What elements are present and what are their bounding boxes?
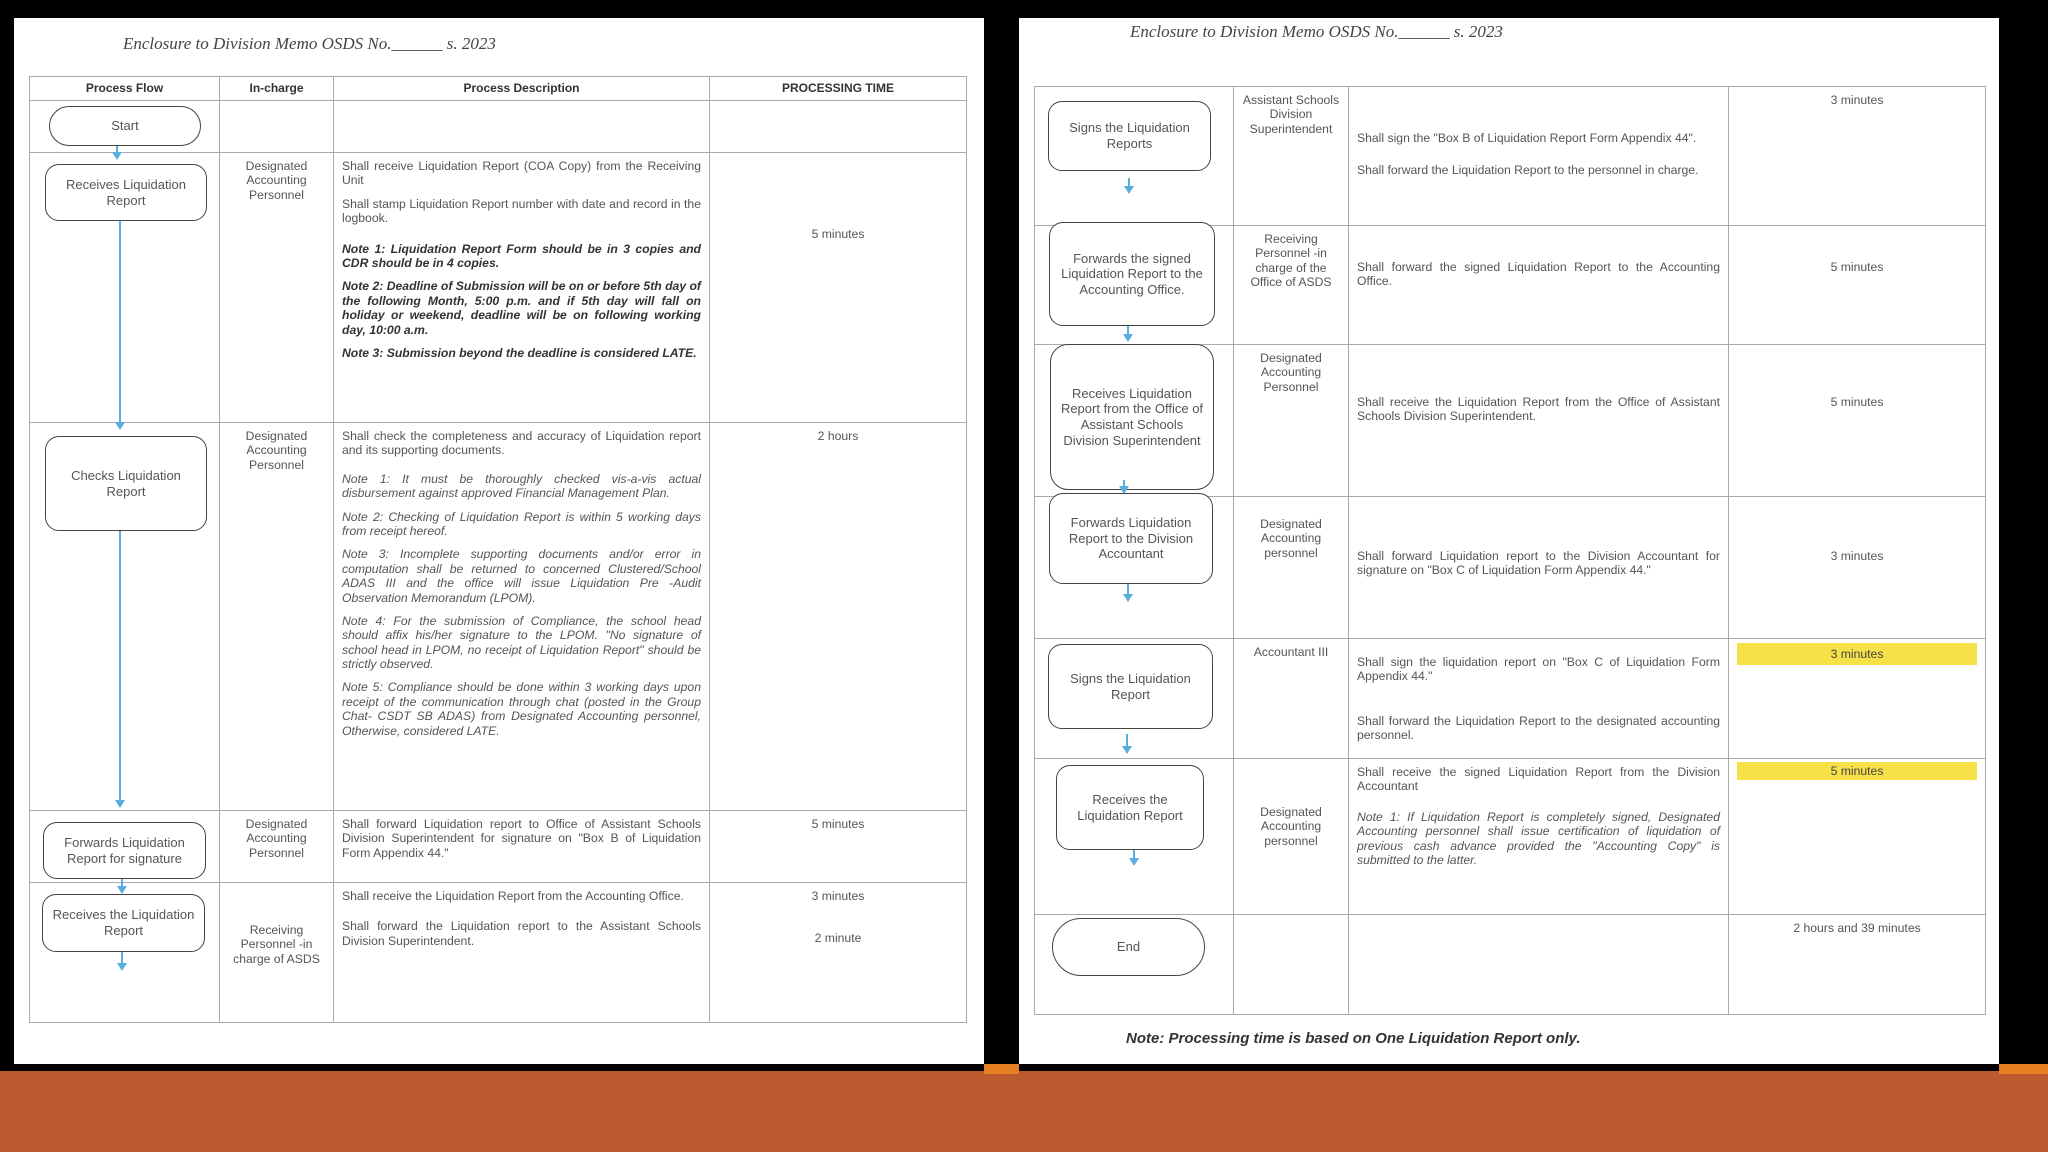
note-text: Note 2: Deadline of Submission will be on or before 5th day of the following Month, 5:00 p.m. and if 5th day will fall on holiday or weekend, deadline will be on following working day, 10:00 a.m. [342,279,701,337]
footnote: Note: Processing time is based on One Liquidation Report only. [1126,1030,1581,1047]
time-cell: 3 minutes [1729,497,1986,639]
document-page-left [14,18,984,1064]
arrow-down-icon [115,800,125,808]
note-text: Note 4: For the submission of Compliance, the school head should affix his/her signature to the LPOM. "No signature of school head in LPOM, no receipt of Liquidation Report" should be strictly observed. [342,613,701,672]
note-text: Note 3: Incomplete supporting documents and/or error in computation shall be returned to concerned Clustered/School ADAS III and the office will issue Liquidation Pre -Audit Observation Memorandum (LPOM). [342,547,701,605]
incharge-cell: Designated Accounting Personnel [220,153,334,423]
time-cell [710,883,967,1023]
incharge-cell: Accountant III [1234,639,1349,759]
document-page-right [1019,18,1999,1064]
description-text: Shall receive Liquidation Report (COA Copy) from the Receiving Unit [342,159,701,188]
footer-accent [984,1064,1019,1074]
incharge-cell: Receiving Personnel -in charge of the Office of ASDS [1234,226,1349,345]
highlighted-time: 3 minutes [1737,643,1977,665]
time-cell: 2 hours [710,423,967,811]
incharge-cell: Designated Accounting Personnel [220,811,334,883]
time-cell [1729,759,1986,915]
flow-step-checks: Checks Liquidation Report [45,436,207,531]
description-text: Shall forward the Liquidation report to the Assistant Schools Division Superintendent. [342,919,701,948]
arrow-down-icon [1123,594,1133,602]
time-cell: 5 minutes [710,811,967,883]
arrow-down-icon [1122,746,1132,754]
arrow-down-icon [117,886,127,894]
column-header: Process Description [334,77,710,101]
note-text: Note 5: Compliance should be done within 3 working days upon receipt of the communication through chat (posted in the Group Chat- CSDT SB ADAS) from Designated Accounting personnel, Otherwise, considered LATE. [342,680,701,738]
flow-step-receives-final: Receives the Liquidation Report [1056,765,1204,850]
column-header: Process Flow [30,77,220,101]
description-text: Shall forward the Liquidation Report to the designated accounting personnel. [1357,713,1720,743]
time-cell: 5 minutes [710,153,967,423]
column-header: In-charge [220,77,334,101]
description-text: Shall sign the liquidation report on "Box C of Liquidation Form Appendix 44." [1357,655,1720,684]
time-cell [1729,639,1986,759]
total-time-cell: 2 hours and 39 minutes [1729,915,1986,1015]
description-cell [1349,759,1729,915]
start-terminal: Start [49,106,201,146]
description-text: Shall check the completeness and accuracy of Liquidation report and its supporting documents. [342,429,701,458]
flow-step-receives: Receives Liquidation Report [45,164,207,221]
description-cell [334,153,710,423]
note-text: Note 3: Submission beyond the deadline is considered LATE. [342,345,697,360]
description-text: Shall forward Liquidation report to Office of Assistant Schools Division Superintendent for signature on "Box B of Liquidation Form Appendix 44." [342,817,701,860]
time-text: 2 minute [814,931,862,946]
table-header-row [30,77,967,101]
incharge-cell: Designated Accounting Personnel [1234,345,1349,497]
time-cell: 5 minutes [1729,345,1986,497]
description-text: Shall forward Liquidation report to the Division Accountant for signature on "Box C of Liquidation Form Appendix 44." [1357,549,1720,578]
incharge-cell: Designated Accounting Personnel [220,423,334,811]
description-cell [1349,87,1729,226]
flow-step-forwards-accountant: Forwards Liquidation Report to the Division Accountant [1049,493,1213,584]
flow-step-receives-asds: Receives Liquidation Report from the Office of Assistant Schools Division Superintendent [1050,344,1214,490]
description-text: Shall forward the signed Liquidation Report to the Accounting Office. [1357,260,1720,289]
description-text: Shall receive the Liquidation Report from the Office of Assistant Schools Division Superintendent. [1357,395,1720,424]
flow-step-forwards: Forwards Liquidation Report for signature [43,822,206,879]
footer-bar [0,1071,2048,1152]
description-cell [1349,639,1729,759]
incharge-cell: Designated Accounting personnel [1234,759,1349,915]
note-text: Note 1: Liquidation Report Form should be in 3 copies and CDR should be in 4 copies. [342,241,701,270]
arrow-down-icon [112,152,122,160]
description-cell [334,883,710,1023]
flow-connector [119,531,121,801]
flow-step-signs-asds: Signs the Liquidation Reports [1048,101,1211,171]
description-cell [1349,226,1729,345]
flow-connector [1127,584,1129,594]
description-text: Shall receive the signed Liquidation Report from the Division Accountant [1357,765,1720,794]
footer-accent [1999,1064,2048,1074]
arrow-down-icon [1129,858,1139,866]
highlighted-time: 5 minutes [1737,762,1977,780]
time-text: 3 minutes [811,889,865,903]
flow-connector [119,221,121,424]
column-header: PROCESSING TIME [710,77,967,101]
description-text: Shall stamp Liquidation Report number with date and record in the logbook. [342,196,701,226]
page-header: Enclosure to Division Memo OSDS No.______ s. 2023 [1130,22,1503,41]
note-text: Note 1: If Liquidation Report is completely signed, Designated Accounting personnel shall issue certification of liquidation of previous cash advance provided the "Accounting Copy" is submitted to the latter. [1357,809,1720,867]
flow-step-signs-accountant: Signs the Liquidation Report [1048,644,1213,729]
end-terminal: End [1052,918,1205,976]
note-text: Note 1: It must be thoroughly checked vis-a-vis actual disbursement against approved Financial Management Plan. [342,471,701,501]
flow-step-receives-asds: Receives the Liquidation Report [42,894,205,952]
incharge-cell: Receiving Personnel -in charge of ASDS [220,883,334,1023]
incharge-cell: Assistant Schools Division Superintendent [1234,87,1349,226]
description-text: Shall sign the "Box B of Liquidation Report Form Appendix 44". [1357,131,1697,145]
time-cell: 3 minutes [1729,87,1986,226]
time-cell: 5 minutes [1729,226,1986,345]
flow-step-forwards-signed: Forwards the signed Liquidation Report to the Accounting Office. [1049,222,1215,326]
arrow-down-icon [1124,186,1134,194]
description-cell [334,423,710,811]
arrow-down-icon [1123,334,1133,342]
description-cell [1349,345,1729,497]
description-text: Shall forward the Liquidation Report to the personnel in charge. [1357,163,1699,178]
description-text: Shall receive the Liquidation Report from the Accounting Office. [342,889,684,903]
arrow-down-icon [115,422,125,430]
incharge-cell: Designated Accounting personnel [1234,497,1349,639]
description-cell [334,811,710,883]
note-text: Note 2: Checking of Liquidation Report is within 5 working days from receipt hereof. [342,509,701,538]
description-cell [1349,497,1729,639]
page-header: Enclosure to Division Memo OSDS No.______ s. 2023 [123,34,496,53]
arrow-down-icon [117,963,127,971]
flow-connector [1126,734,1128,746]
